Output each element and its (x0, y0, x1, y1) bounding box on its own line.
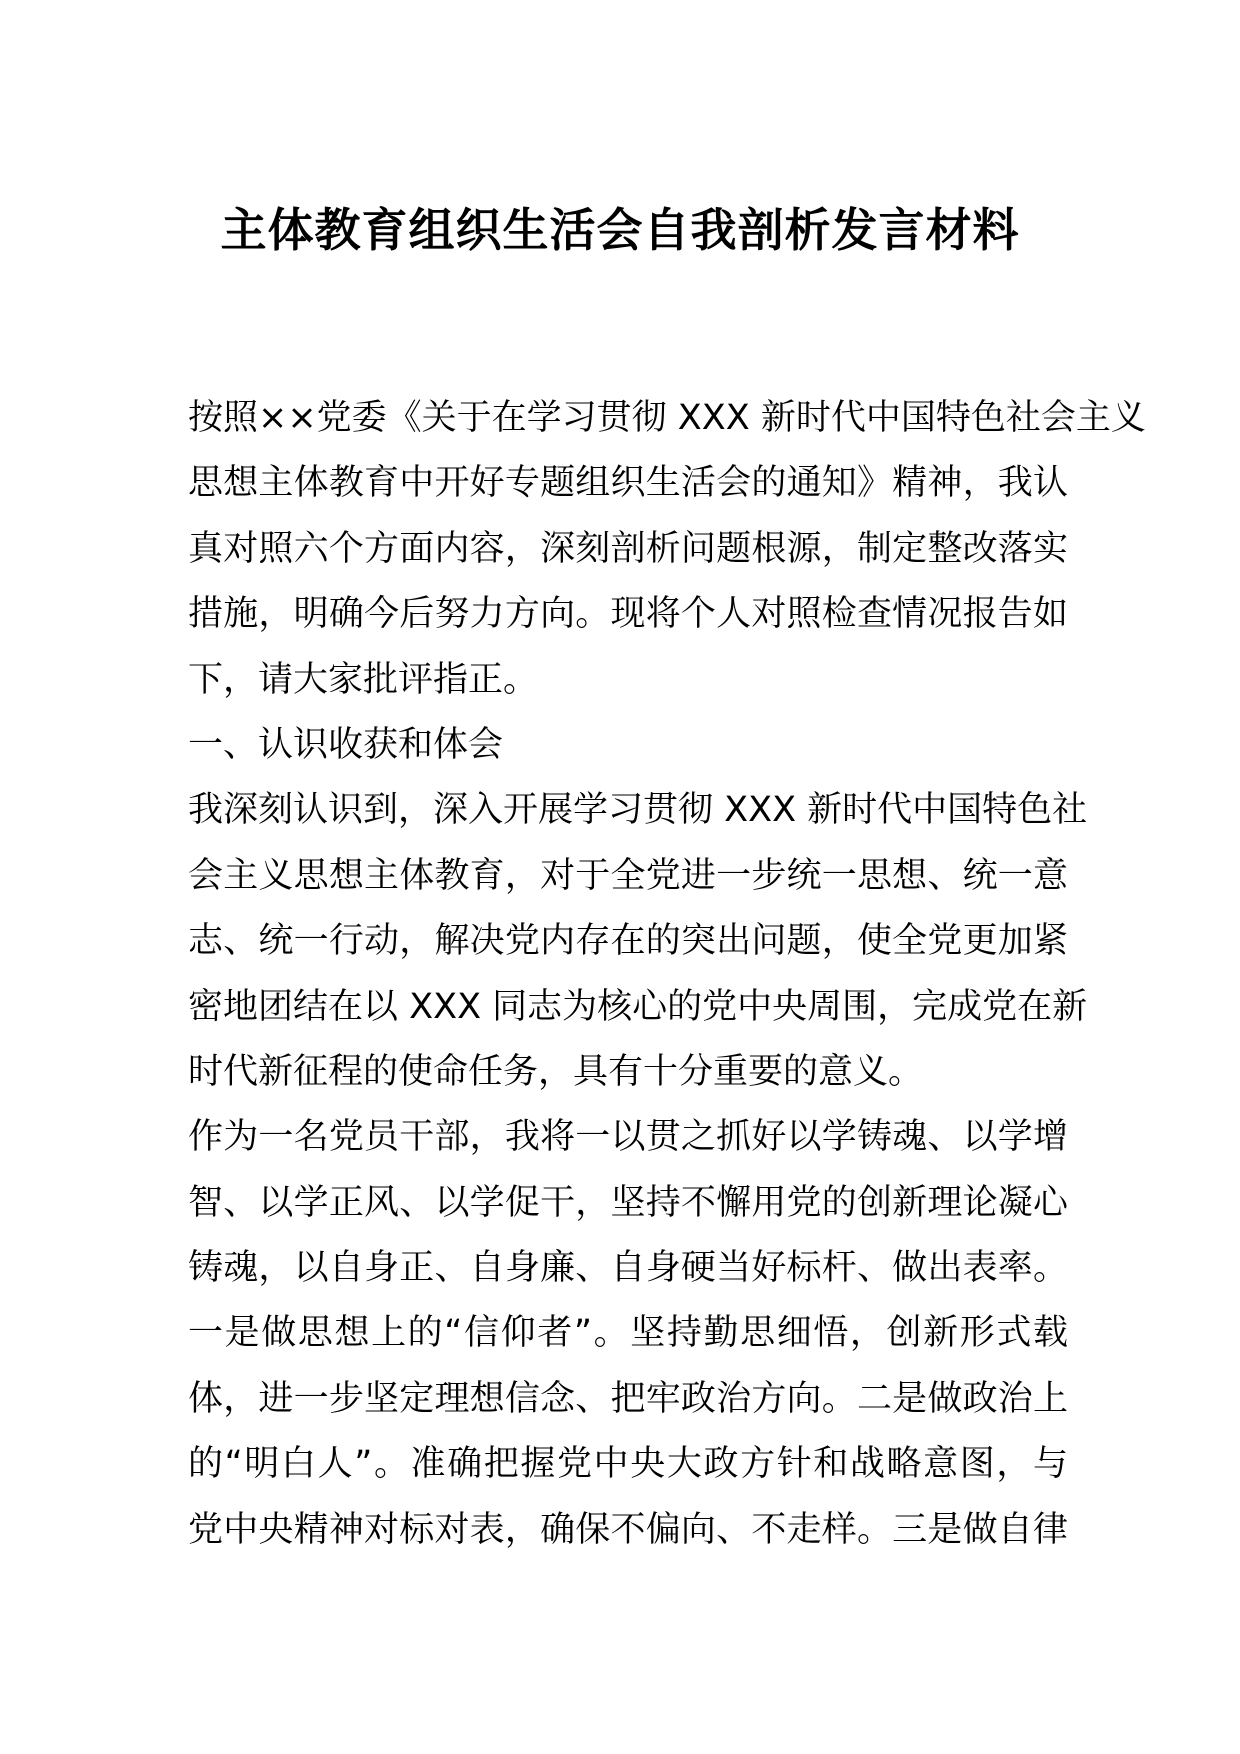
text-line: 密地团结在以 XXX 同志为核心的党中央周围，完成党在新 (188, 986, 1088, 1027)
text-line: 时代新征程的使命任务，具有十分重要的意义。 (188, 1051, 924, 1092)
text-line: 作为一名党员干部，我将一以贯之抓好以学铸魂、以学增 (188, 1117, 1068, 1158)
text-line: 智、以学正风、以学促干，坚持不懈用党的创新理论凝心 (188, 1182, 1068, 1223)
text-line: 下，请大家批评指正。 (188, 659, 539, 700)
section-heading-text: 一、认识收获和体会 (188, 724, 504, 765)
text-line: 铸魂，以自身正、自身廉、自身硬当好标杆、做出表率。 (188, 1248, 1068, 1289)
paragraph-recognition (188, 778, 1088, 1105)
text-line: 措施，明确今后努力方向。现将个人对照检查情况报告如 (188, 594, 1068, 635)
text-line: 会主义思想主体教育，对于全党进一步统一思想、统一意 (188, 855, 1068, 896)
text-line: 的“明白人”。准确把握党中央大政方针和战略意图，与 (188, 1444, 1068, 1485)
paragraph-commitment (188, 1105, 1068, 1563)
document-title: 主体教育组织生活会自我剖析发言材料 (220, 203, 1020, 257)
text-line: 我深刻认识到，深入开展学习贯彻 XXX 新时代中国特色社 (188, 790, 1088, 831)
text-line: 志、统一行动，解决党内存在的突出问题，使全党更加紧 (188, 921, 1068, 962)
text-line: 按照××党委《关于在学习贯彻 XXX 新时代中国特色社会主义 (188, 398, 1146, 438)
text-line: 体，进一步坚定理想信念、把牢政治方向。二是做政治上 (188, 1378, 1068, 1419)
section-heading (188, 713, 1068, 778)
paragraph-intro (188, 386, 1146, 713)
text-line: 党中央精神对标对表，确保不偏向、不走样。三是做自律 (188, 1509, 1068, 1550)
text-line: 真对照六个方面内容，深刻剖析问题根源，制定整改落实 (188, 528, 1068, 569)
text-line: 思想主体教育中开好专题组织生活会的通知》精神，我认 (188, 463, 1068, 504)
document-body (188, 386, 1146, 1563)
text-line: 一是做思想上的“信仰者”。坚持勤思细悟，创新形式载 (188, 1313, 1068, 1354)
